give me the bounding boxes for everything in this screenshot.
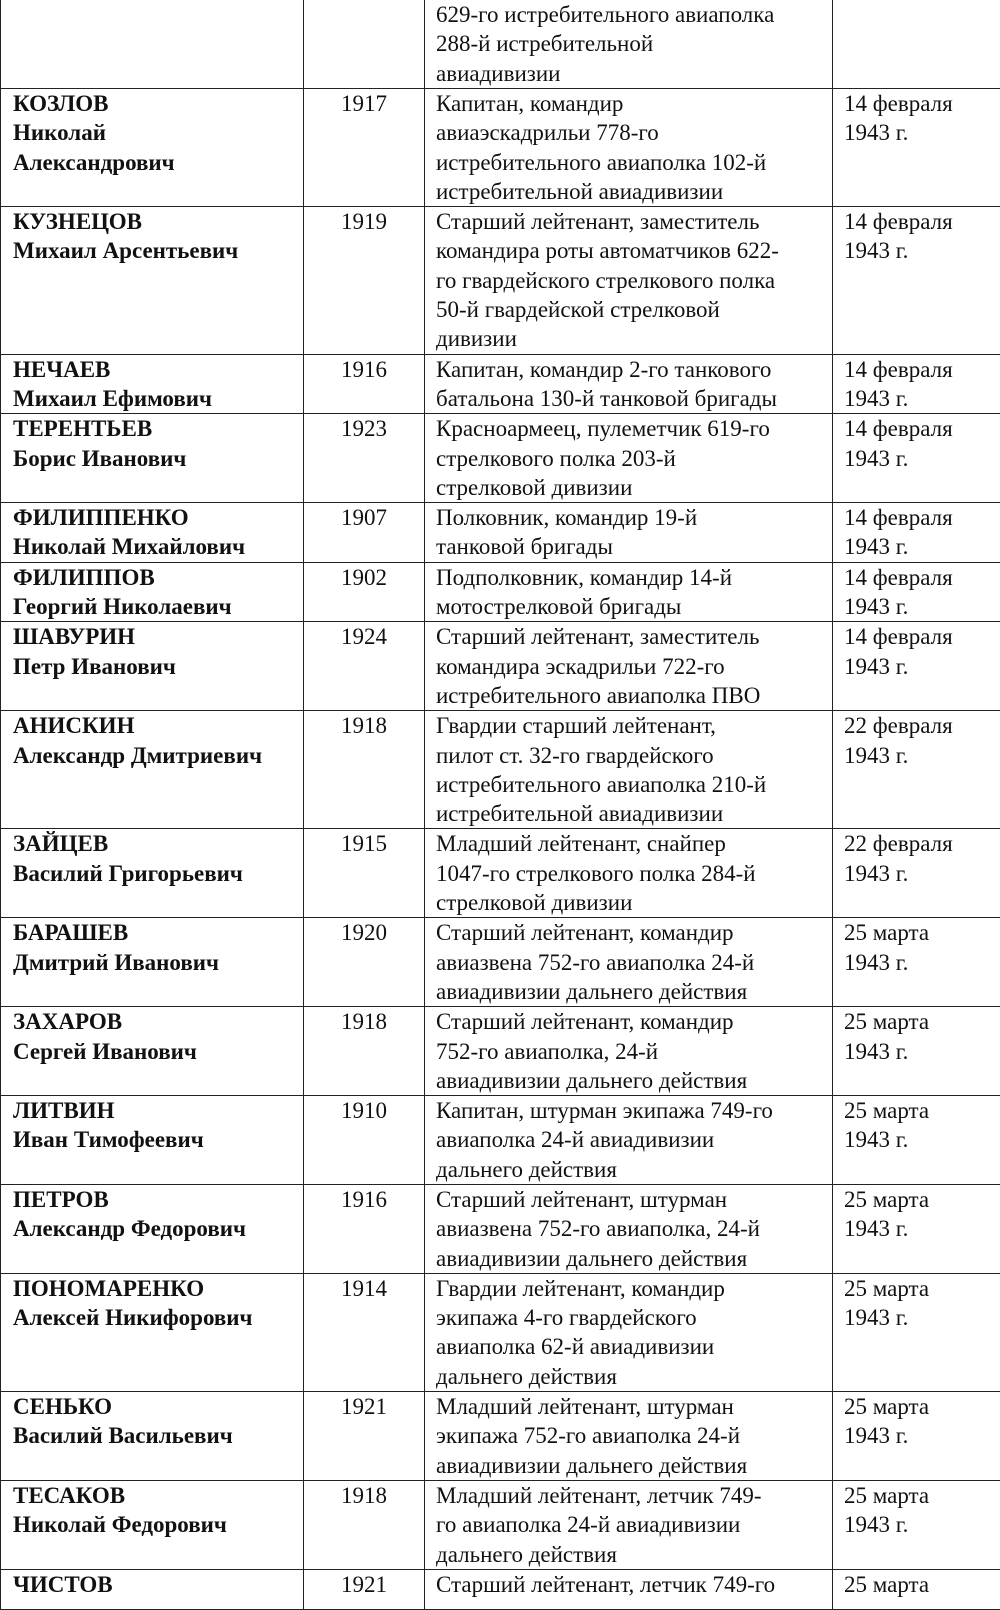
rank-position-line: командира роты автоматчиков 622-: [436, 236, 826, 265]
person-name-cell: [1, 1392, 304, 1481]
award-date-line: 1943 г.: [844, 592, 1000, 621]
person-name-line: Александрович: [13, 148, 303, 177]
person-name-line: Алексей Никифорович: [13, 1303, 303, 1332]
person-name-cell: [1, 1569, 304, 1609]
person-name-cell: [1, 829, 304, 918]
award-date-cell: [833, 354, 1000, 414]
person-name-line: ЗАЙЦЕВ: [13, 829, 303, 858]
table-row: [1, 711, 1000, 829]
rank-position-cell: [425, 354, 833, 414]
rank-position-line: Капитан, штурман экипажа 749-го: [436, 1096, 826, 1125]
award-date-line: 25 марта: [844, 1570, 1000, 1599]
rank-position-cell: [425, 562, 833, 622]
award-date-cell: [833, 89, 1000, 207]
birth-year-cell: [304, 1007, 425, 1096]
award-date-line: 14 февраля: [844, 355, 1000, 384]
person-name-line: ФИЛИППЕНКО: [13, 503, 303, 532]
rank-position-line: дивизии: [436, 324, 826, 353]
birth-year-cell: [304, 1392, 425, 1481]
award-date-cell: [833, 503, 1000, 563]
rank-position-line: Младший лейтенант, штурман: [436, 1392, 826, 1421]
birth-year-cell: [304, 918, 425, 1007]
person-name-line: ШАВУРИН: [13, 622, 303, 651]
award-date-line: 1943 г.: [844, 1125, 1000, 1154]
rank-position-cell: [425, 207, 833, 354]
rank-position-cell: [425, 1569, 833, 1609]
rank-position-line: Полковник, командир 19-й: [436, 503, 826, 532]
award-date-cell: [833, 1184, 1000, 1273]
person-name-cell: [1, 1007, 304, 1096]
rank-position-cell: [425, 829, 833, 918]
award-date-line: 25 марта: [844, 1481, 1000, 1510]
birth-year: 1918: [304, 711, 424, 740]
birth-year: 1921: [304, 1392, 424, 1421]
rank-position-cell: [425, 1096, 833, 1185]
person-name-line: Сергей Иванович: [13, 1037, 303, 1066]
birth-year: 1919: [304, 207, 424, 236]
rank-position-cell: [425, 622, 833, 711]
rank-position-line: 629-го истребительного авиаполка: [436, 0, 826, 29]
person-name-line: ЗАХАРОВ: [13, 1007, 303, 1036]
rank-position-line: авиадивизии дальнего действия: [436, 1066, 826, 1095]
birth-year-cell: [304, 1096, 425, 1185]
person-name-line: Дмитрий Иванович: [13, 948, 303, 977]
rank-position-line: авиаполка 24-й авиадивизии: [436, 1125, 826, 1154]
rank-position-line: истребительной авиадивизии: [436, 177, 826, 206]
table-row: [1, 207, 1000, 354]
birth-year-cell: [304, 711, 425, 829]
person-name-line: Борис Иванович: [13, 444, 303, 473]
table-row: [1, 1184, 1000, 1273]
rank-position-line: экипажа 4-го гвардейского: [436, 1303, 826, 1332]
birth-year: 1907: [304, 503, 424, 532]
rank-position-line: Подполковник, командир 14-й: [436, 563, 826, 592]
award-date-line: 14 февраля: [844, 622, 1000, 651]
rank-position-line: батальона 130-й танковой бригады: [436, 384, 826, 413]
birth-year-cell: [304, 622, 425, 711]
birth-year: 1902: [304, 563, 424, 592]
person-name-line: Василий Григорьевич: [13, 859, 303, 888]
rank-position-line: командира эскадрильи 722-го: [436, 652, 826, 681]
rank-position-cell: [425, 1392, 833, 1481]
table-row: [1, 354, 1000, 414]
award-date-line: 1943 г.: [844, 1510, 1000, 1539]
heroes-table-body: [1, 0, 1000, 1609]
award-date-cell: [833, 1392, 1000, 1481]
birth-year: 1924: [304, 622, 424, 651]
award-date-line: 1943 г.: [844, 948, 1000, 977]
person-name-cell: [1, 0, 304, 89]
birth-year: 1920: [304, 918, 424, 947]
award-date-line: 1943 г.: [844, 652, 1000, 681]
award-date-line: 25 марта: [844, 1274, 1000, 1303]
award-date-line: 1943 г.: [844, 384, 1000, 413]
rank-position-line: Капитан, командир 2-го танкового: [436, 355, 826, 384]
person-name-line: АНИСКИН: [13, 711, 303, 740]
award-date-line: 25 марта: [844, 1392, 1000, 1421]
award-date-line: 25 марта: [844, 1007, 1000, 1036]
person-name-line: ФИЛИППОВ: [13, 563, 303, 592]
rank-position-line: истребительного авиаполка 210-й: [436, 770, 826, 799]
person-name-line: ПЕТРОВ: [13, 1185, 303, 1214]
rank-position-line: Гвардии лейтенант, командир: [436, 1274, 826, 1303]
rank-position-line: истребительной авиадивизии: [436, 799, 826, 828]
person-name-cell: [1, 414, 304, 503]
table-row: [1, 622, 1000, 711]
award-date-line: 1943 г.: [844, 532, 1000, 561]
person-name-cell: [1, 354, 304, 414]
person-name-cell: [1, 503, 304, 563]
table-row: [1, 1392, 1000, 1481]
award-date-cell: [833, 414, 1000, 503]
person-name-line: Иван Тимофеевич: [13, 1125, 303, 1154]
rank-position-cell: [425, 414, 833, 503]
award-date-line: 14 февраля: [844, 563, 1000, 592]
person-name-line: Петр Иванович: [13, 652, 303, 681]
birth-year-cell: [304, 207, 425, 354]
award-date-cell: [833, 1480, 1000, 1569]
award-date-cell: [833, 918, 1000, 1007]
rank-position-line: Младший лейтенант, летчик 749-: [436, 1481, 826, 1510]
award-date-cell: [833, 711, 1000, 829]
birth-year-cell: [304, 89, 425, 207]
award-date-line: 1943 г.: [844, 1214, 1000, 1243]
rank-position-line: дальнего действия: [436, 1540, 826, 1569]
person-name-line: ПОНОМАРЕНКО: [13, 1274, 303, 1303]
rank-position-cell: [425, 1273, 833, 1391]
award-date-line: 25 марта: [844, 918, 1000, 947]
award-date-line: 22 февраля: [844, 711, 1000, 740]
rank-position-line: авиадивизии дальнего действия: [436, 977, 826, 1006]
award-date-cell: [833, 562, 1000, 622]
award-date-cell: [833, 207, 1000, 354]
birth-year-cell: [304, 414, 425, 503]
rank-position-cell: [425, 503, 833, 563]
person-name-cell: [1, 207, 304, 354]
person-name-cell: [1, 622, 304, 711]
person-name-line: ТЕСАКОВ: [13, 1481, 303, 1510]
rank-position-line: пилот ст. 32-го гвардейского: [436, 741, 826, 770]
person-name-cell: [1, 1184, 304, 1273]
person-name-line: ЧИСТОВ: [13, 1570, 303, 1599]
birth-year: 1916: [304, 1185, 424, 1214]
table-row: [1, 1569, 1000, 1609]
birth-year-cell: [304, 1184, 425, 1273]
rank-position-line: стрелковой дивизии: [436, 888, 826, 917]
birth-year-cell: [304, 1480, 425, 1569]
birth-year-cell: [304, 354, 425, 414]
table-row: [1, 503, 1000, 563]
rank-position-line: стрелковой дивизии: [436, 473, 826, 502]
rank-position-line: стрелкового полка 203-й: [436, 444, 826, 473]
birth-year: 1918: [304, 1007, 424, 1036]
rank-position-cell: [425, 711, 833, 829]
rank-position-line: авиадивизии дальнего действия: [436, 1244, 826, 1273]
rank-position-cell: [425, 918, 833, 1007]
rank-position-line: Старший лейтенант, заместитель: [436, 622, 826, 651]
rank-position-line: истребительного авиаполка 102-й: [436, 148, 826, 177]
table-row: [1, 0, 1000, 89]
rank-position-line: Капитан, командир: [436, 89, 826, 118]
rank-position-line: авиаполка 62-й авиадивизии: [436, 1332, 826, 1361]
birth-year: 1923: [304, 414, 424, 443]
rank-position-line: 50-й гвардейской стрелковой: [436, 295, 826, 324]
birth-year-cell: [304, 1569, 425, 1609]
rank-position-line: 1047-го стрелкового полка 284-й: [436, 859, 826, 888]
person-name-cell: [1, 918, 304, 1007]
birth-year: 1918: [304, 1481, 424, 1510]
award-date-line: 1943 г.: [844, 444, 1000, 473]
rank-position-line: Младший лейтенант, снайпер: [436, 829, 826, 858]
birth-year-cell: [304, 0, 425, 89]
table-row: [1, 1007, 1000, 1096]
rank-position-line: танковой бригады: [436, 532, 826, 561]
person-name-cell: [1, 1096, 304, 1185]
award-date-cell: [833, 1096, 1000, 1185]
person-name-line: СЕНЬКО: [13, 1392, 303, 1421]
award-date-line: 1943 г.: [844, 1421, 1000, 1450]
table-row: [1, 829, 1000, 918]
award-date-line: 1943 г.: [844, 118, 1000, 147]
rank-position-line: Старший лейтенант, заместитель: [436, 207, 826, 236]
person-name-cell: [1, 89, 304, 207]
award-date-line: 14 февраля: [844, 414, 1000, 443]
person-name-line: Василий Васильевич: [13, 1421, 303, 1450]
person-name-line: ЛИТВИН: [13, 1096, 303, 1125]
award-date-line: 1943 г.: [844, 741, 1000, 770]
rank-position-line: мотострелковой бригады: [436, 592, 826, 621]
table-row: [1, 918, 1000, 1007]
award-date-cell: [833, 1007, 1000, 1096]
birth-year: 1921: [304, 1570, 424, 1599]
rank-position-line: го гвардейского стрелкового полка: [436, 266, 826, 295]
rank-position-line: дальнего действия: [436, 1155, 826, 1184]
rank-position-line: Гвардии старший лейтенант,: [436, 711, 826, 740]
table-row: [1, 1096, 1000, 1185]
rank-position-line: авиаэскадрильи 778-го: [436, 118, 826, 147]
award-date-line: 25 марта: [844, 1185, 1000, 1214]
rank-position-cell: [425, 1184, 833, 1273]
award-date-line: 1943 г.: [844, 859, 1000, 888]
person-name-cell: [1, 711, 304, 829]
rank-position-line: дальнего действия: [436, 1362, 826, 1391]
award-date-line: 1943 г.: [844, 1303, 1000, 1332]
award-date-cell: [833, 0, 1000, 89]
person-name-line: Георгий Николаевич: [13, 592, 303, 621]
award-date-line: 14 февраля: [844, 89, 1000, 118]
rank-position-line: авиазвена 752-го авиаполка, 24-й: [436, 1214, 826, 1243]
person-name-line: КОЗЛОВ: [13, 89, 303, 118]
birth-year-cell: [304, 829, 425, 918]
birth-year-cell: [304, 1273, 425, 1391]
table-row: [1, 89, 1000, 207]
award-date-cell: [833, 1273, 1000, 1391]
rank-position-line: авиадивизии: [436, 59, 826, 88]
award-date-line: 1943 г.: [844, 1037, 1000, 1066]
person-name-line: ТЕРЕНТЬЕВ: [13, 414, 303, 443]
rank-position-cell: [425, 1480, 833, 1569]
rank-position-line: го авиаполка 24-й авиадивизии: [436, 1510, 826, 1539]
rank-position-line: Старший лейтенант, командир: [436, 918, 826, 947]
rank-position-line: истребительного авиаполка ПВО: [436, 681, 826, 710]
award-date-line: 1943 г.: [844, 236, 1000, 265]
rank-position-line: Старший лейтенант, летчик 749-го: [436, 1570, 826, 1599]
person-name-cell: [1, 1273, 304, 1391]
person-name-line: КУЗНЕЦОВ: [13, 207, 303, 236]
person-name-line: Николай Федорович: [13, 1510, 303, 1539]
award-date-line: 25 марта: [844, 1096, 1000, 1125]
birth-year-cell: [304, 562, 425, 622]
birth-year: 1917: [304, 89, 424, 118]
birth-year: 1916: [304, 355, 424, 384]
person-name-line: Николай Михайлович: [13, 532, 303, 561]
rank-position-line: Красноармеец, пулеметчик 619-го: [436, 414, 826, 443]
rank-position-line: 752-го авиаполка, 24-й: [436, 1037, 826, 1066]
birth-year: 1910: [304, 1096, 424, 1125]
award-date-line: 22 февраля: [844, 829, 1000, 858]
rank-position-line: авиазвена 752-го авиаполка 24-й: [436, 948, 826, 977]
rank-position-line: экипажа 752-го авиаполка 24-й: [436, 1421, 826, 1450]
rank-position-cell: [425, 89, 833, 207]
award-date-cell: [833, 829, 1000, 918]
table-row: [1, 414, 1000, 503]
person-name-line: Александр Федорович: [13, 1214, 303, 1243]
person-name-line: БАРАШЕВ: [13, 918, 303, 947]
person-name-line: НЕЧАЕВ: [13, 355, 303, 384]
person-name-cell: [1, 562, 304, 622]
rank-position-line: авиадивизии дальнего действия: [436, 1451, 826, 1480]
award-date-cell: [833, 1569, 1000, 1609]
table-row: [1, 1480, 1000, 1569]
rank-position-line: Старший лейтенант, командир: [436, 1007, 826, 1036]
table-row: [1, 1273, 1000, 1391]
award-date-cell: [833, 622, 1000, 711]
award-date-line: 14 февраля: [844, 207, 1000, 236]
birth-year-cell: [304, 503, 425, 563]
person-name-line: Михаил Арсентьевич: [13, 236, 303, 265]
rank-position-cell: [425, 0, 833, 89]
rank-position-line: Старший лейтенант, штурман: [436, 1185, 826, 1214]
award-date-line: 14 февраля: [844, 503, 1000, 532]
rank-position-line: 288-й истребительной: [436, 29, 826, 58]
person-name-cell: [1, 1480, 304, 1569]
birth-year: 1915: [304, 829, 424, 858]
rank-position-cell: [425, 1007, 833, 1096]
birth-year: 1914: [304, 1274, 424, 1303]
person-name-line: Александр Дмитриевич: [13, 741, 303, 770]
person-name-line: Михаил Ефимович: [13, 384, 303, 413]
table-row: [1, 562, 1000, 622]
person-name-line: Николай: [13, 118, 303, 147]
